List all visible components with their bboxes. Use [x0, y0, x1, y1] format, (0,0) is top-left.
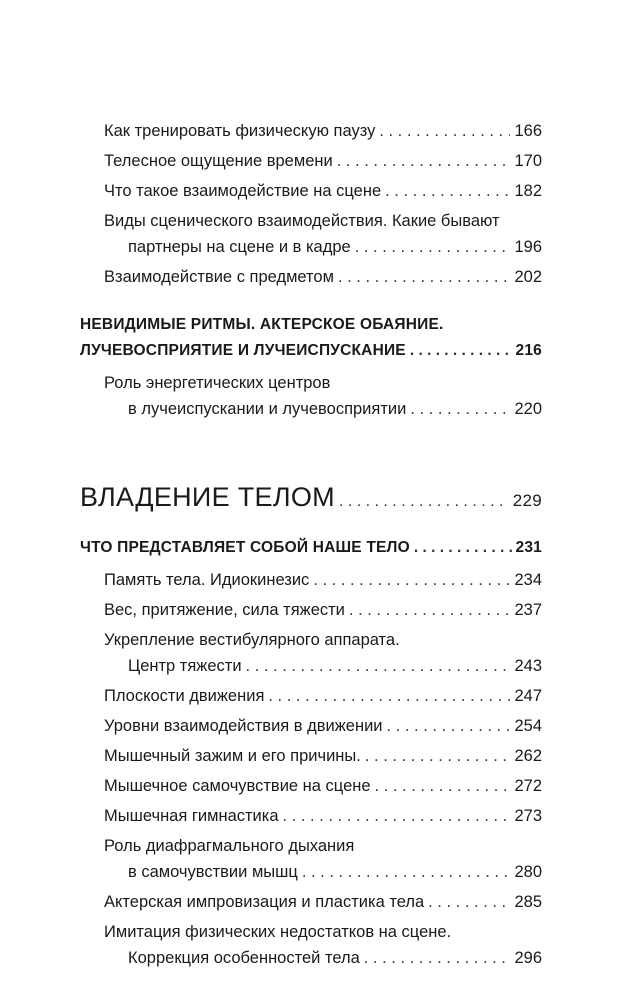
toc-entry-title: Центр тяжести — [128, 657, 242, 675]
toc-entry[interactable] — [80, 178, 542, 204]
page-number: 220 — [514, 400, 542, 418]
toc-entry-title: Мышечный зажим и его причины. — [104, 747, 361, 765]
toc-entry[interactable] — [80, 683, 542, 709]
chapter-title-line-1 — [80, 312, 542, 338]
toc-entry[interactable] — [80, 118, 542, 144]
toc-entry[interactable] — [80, 743, 542, 769]
toc-entry[interactable] — [80, 627, 542, 679]
page-number: 243 — [514, 657, 542, 675]
dot-leader — [375, 773, 511, 799]
page-number: 170 — [514, 152, 542, 170]
dot-leader — [414, 535, 512, 561]
toc-entry[interactable] — [80, 208, 542, 260]
dot-leader — [365, 743, 511, 769]
toc-entry[interactable] — [80, 773, 542, 799]
toc-entry-title: Вес, притяжение, сила тяжести — [104, 601, 345, 619]
page-number: 166 — [514, 122, 542, 140]
toc-entry-title: Память тела. Идиокинезис — [104, 571, 310, 589]
toc-group-2 — [80, 370, 542, 422]
toc-entry[interactable] — [80, 713, 542, 739]
toc-entry[interactable] — [80, 919, 542, 971]
toc-entry-line — [104, 396, 542, 422]
page-number: 254 — [514, 717, 542, 735]
toc-entry[interactable] — [80, 833, 542, 885]
page-number: 216 — [515, 342, 542, 359]
dot-leader — [339, 485, 509, 519]
toc-entry-line — [104, 234, 542, 260]
page-number: 272 — [514, 777, 542, 795]
toc-entry-line — [104, 208, 542, 234]
toc-entry-line — [104, 743, 542, 769]
page-number: 231 — [515, 539, 542, 556]
dot-leader — [302, 859, 511, 885]
page-number: 273 — [514, 807, 542, 825]
toc-entry-title: Мышечная гимнастика — [104, 807, 279, 825]
chapter-title-part-2: ЛУЧЕВОСПРИЯТИЕ И ЛУЧЕИСПУСКАНИЕ — [80, 342, 406, 359]
toc-group-1 — [80, 118, 542, 290]
toc-entry-title: Уровни взаимодействия в движении — [104, 717, 383, 735]
toc-entry-line — [104, 833, 542, 859]
dot-leader — [246, 653, 511, 679]
dot-leader — [410, 396, 510, 422]
toc-entry-line — [104, 945, 542, 971]
dot-leader — [283, 803, 511, 829]
toc-entry[interactable] — [80, 889, 542, 915]
dot-leader — [268, 683, 510, 709]
table-of-contents — [80, 118, 542, 975]
page-number: 237 — [514, 601, 542, 619]
toc-entry-title: Плоскости движения — [104, 687, 265, 705]
toc-entry-title: Укрепление вестибулярного аппарата. — [104, 631, 400, 649]
toc-entry[interactable] — [80, 567, 542, 593]
dot-leader — [349, 597, 511, 623]
toc-entry-line — [104, 627, 542, 653]
part-title: ВЛАДЕНИЕ ТЕЛОМ — [80, 482, 335, 512]
page-number: 280 — [514, 863, 542, 881]
toc-entry-line — [104, 889, 542, 915]
toc-entry[interactable] — [80, 597, 542, 623]
page-number: 296 — [514, 949, 542, 967]
toc-entry-title: Виды сценического взаимодействия. Какие бывают — [104, 212, 500, 230]
toc-entry[interactable] — [80, 148, 542, 174]
toc-group-3 — [80, 567, 542, 971]
toc-entry-line — [104, 653, 542, 679]
page-number: 285 — [514, 893, 542, 911]
toc-entry-title: Роль диафрагмального дыхания — [104, 837, 355, 855]
toc-entry-line — [104, 118, 542, 144]
toc-entry-line — [104, 148, 542, 174]
dot-leader — [387, 713, 511, 739]
dot-leader — [385, 178, 510, 204]
chapter-title-line-2 — [80, 338, 542, 364]
dot-leader — [364, 945, 511, 971]
page-number: 262 — [514, 747, 542, 765]
toc-entry[interactable] — [80, 803, 542, 829]
dot-leader — [337, 148, 511, 174]
toc-entry-title: Имитация физических недостатков на сцене. — [104, 923, 452, 941]
page-number: 247 — [514, 687, 542, 705]
toc-entry-line — [104, 683, 542, 709]
part-entry-body-mastery[interactable] — [80, 480, 542, 519]
toc-entry-title: партнеры на сцене и в кадре — [128, 238, 351, 256]
part-title-line — [80, 480, 542, 519]
toc-entry-title: Взаимодействие с предметом — [104, 268, 334, 286]
page-number: 182 — [514, 182, 542, 200]
dot-leader — [410, 338, 512, 364]
toc-entry-line — [104, 597, 542, 623]
toc-entry-line — [104, 803, 542, 829]
chapter-title-part-1: НЕВИДИМЫЕ РИТМЫ. АКТЕРСКОЕ ОБАЯНИЕ. — [80, 316, 444, 333]
dot-leader — [313, 567, 510, 593]
toc-entry-line — [104, 370, 542, 396]
toc-entry-line — [104, 713, 542, 739]
chapter-title-line — [80, 535, 542, 561]
dot-leader — [379, 118, 510, 144]
toc-entry-line — [104, 264, 542, 290]
dot-leader — [355, 234, 511, 260]
toc-entry-title: Что такое взаимодействие на сцене — [104, 182, 382, 200]
chapter-entry-our-body[interactable] — [80, 535, 542, 561]
page-number: 234 — [514, 571, 542, 589]
toc-entry-line — [104, 859, 542, 885]
toc-entry-line — [104, 919, 542, 945]
dot-leader — [338, 264, 511, 290]
toc-entry-title: Актерская импровизация и пластика тела — [104, 893, 425, 911]
toc-entry-line — [104, 773, 542, 799]
chapter-title: ЧТО ПРЕДСТАВЛЯЕТ СОБОЙ НАШЕ ТЕЛО — [80, 539, 410, 556]
toc-entry-title: Коррекция особенностей тела — [128, 949, 360, 967]
toc-entry-title: Мышечное самочувствие на сцене — [104, 777, 371, 795]
toc-entry-title: Телесное ощущение времени — [104, 152, 333, 170]
chapter-entry-invisible-rhythms[interactable] — [80, 312, 542, 364]
toc-entry-title: в самочувствии мышц — [128, 863, 298, 881]
toc-entry[interactable] — [80, 264, 542, 290]
toc-entry[interactable] — [80, 370, 542, 422]
page-number: 202 — [514, 268, 542, 286]
toc-entry-title: Роль энергетических центров — [104, 374, 331, 392]
toc-entry-line — [104, 567, 542, 593]
toc-entry-line — [104, 178, 542, 204]
page-number: 196 — [514, 238, 542, 256]
toc-entry-title: в лучеиспускании и лучевосприятии — [128, 400, 407, 418]
toc-entry-title: Как тренировать физическую паузу — [104, 122, 376, 140]
page-number: 229 — [512, 491, 542, 510]
dot-leader — [428, 889, 510, 915]
